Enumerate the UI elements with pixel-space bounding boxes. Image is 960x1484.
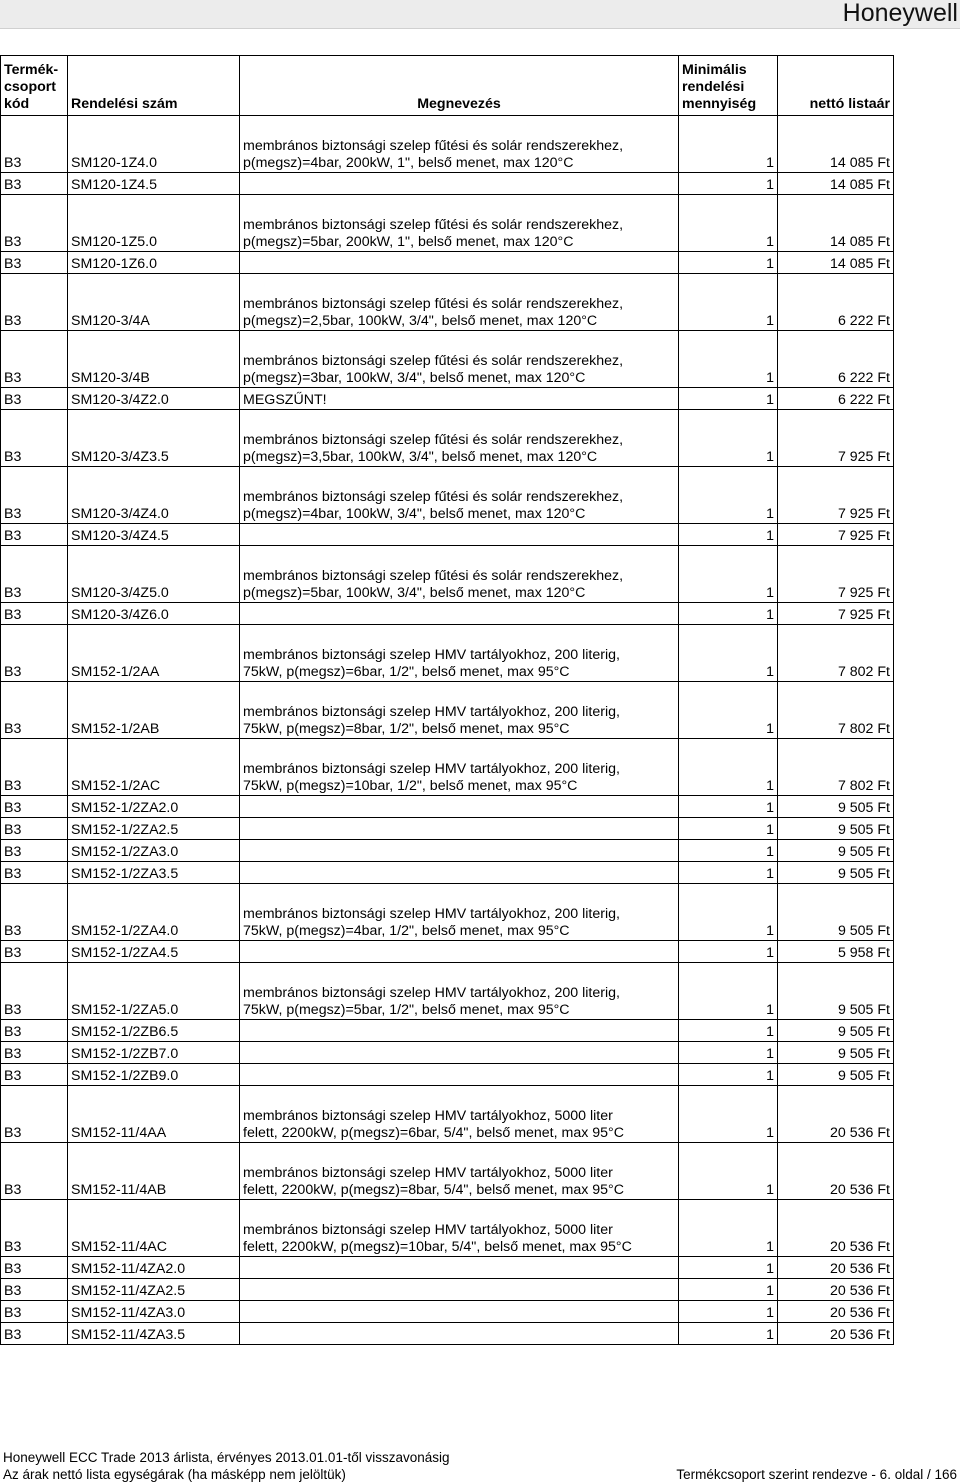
cell-description [240,840,679,862]
cell-order-number: SM120-3/4Z6.0 [68,603,240,625]
table-header-row [1,56,894,116]
cell-order-number: SM120-3/4Z5.0 [68,546,240,603]
cell-min-quantity: 1 [679,467,778,524]
footer-page-info: Termékcsoport szerint rendezve - 6. oldal / 166 [676,1467,957,1482]
cell-product-group: B3 [1,274,68,331]
cell-description [240,1143,679,1200]
cell-description [240,388,679,410]
cell-order-number: SM152-1/2AB [68,682,240,739]
cell-order-number: SM120-1Z4.0 [68,116,240,173]
description-line-1: membrános biztonsági szelep fűtési és solár rendszerekhez, [243,568,624,584]
table-row [1,467,894,524]
cell-product-group: B3 [1,682,68,739]
description-line-1: membrános biztonsági szelep fűtési és solár rendszerekhez, [243,432,624,448]
table-row [1,1086,894,1143]
cell-description [240,1279,679,1301]
table-row [1,941,894,963]
cell-product-group: B3 [1,862,68,884]
cell-product-group: B3 [1,796,68,818]
cell-order-number: SM152-1/2ZA4.0 [68,884,240,941]
description-line-1: membrános biztonsági szelep fűtési és solár rendszerekhez, [243,489,624,505]
cell-description [240,1086,679,1143]
description-line-1: membrános biztonsági szelep HMV tartályokhoz, 5000 liter [243,1222,613,1238]
description-line-2: 75kW, p(megsz)=5bar, 1/2", belső menet, max 95°C [243,1002,570,1018]
cell-description [240,252,679,274]
cell-product-group: B3 [1,546,68,603]
cell-description [240,195,679,252]
cell-product-group: B3 [1,1064,68,1086]
cell-product-group: B3 [1,1301,68,1323]
cell-min-quantity: 1 [679,116,778,173]
description-line-2: 75kW, p(megsz)=6bar, 1/2", belső menet, max 95°C [243,664,570,680]
cell-order-number: SM152-1/2ZA3.0 [68,840,240,862]
table-row [1,1020,894,1042]
cell-order-number: SM120-3/4A [68,274,240,331]
cell-order-number: SM120-3/4Z3.5 [68,410,240,467]
table-row [1,818,894,840]
description-line-1: membrános biztonsági szelep HMV tartályokhoz, 200 literig, [243,985,620,1001]
header-description: Megnevezés [240,56,679,116]
description-line-1: membrános biztonsági szelep fűtési és solár rendszerekhez, [243,296,624,312]
footer-price-note: Az árak nettó lista egységárak (ha másképp nem jelöltük) [3,1467,346,1482]
cell-product-group: B3 [1,1257,68,1279]
description-line-2: felett, 2200kW, p(megsz)=6bar, 5/4", belső menet, max 95°C [243,1125,624,1141]
cell-min-quantity: 1 [679,1143,778,1200]
table-row [1,116,894,173]
cell-product-group: B3 [1,195,68,252]
header-min-quantity [679,56,778,116]
cell-product-group: B3 [1,963,68,1020]
cell-description [240,1064,679,1086]
description-line-1: membrános biztonsági szelep HMV tartályokhoz, 200 literig, [243,647,620,663]
cell-net-price: 9 505 Ft [778,818,894,840]
cell-order-number: SM152-11/4ZA2.5 [68,1279,240,1301]
cell-product-group: B3 [1,116,68,173]
table-row [1,963,894,1020]
cell-order-number: SM152-1/2ZA2.0 [68,796,240,818]
cell-description [240,603,679,625]
cell-min-quantity: 1 [679,1279,778,1301]
cell-order-number: SM152-1/2ZB9.0 [68,1064,240,1086]
cell-min-quantity: 1 [679,625,778,682]
description-line-2: p(megsz)=3,5bar, 100kW, 3/4", belső menet, max 120°C [243,449,598,465]
cell-min-quantity: 1 [679,1020,778,1042]
header-net-price: nettó listaár [778,56,894,116]
cell-description [240,682,679,739]
description-line-2: MEGSZŰNT! [243,392,327,408]
cell-min-quantity: 1 [679,173,778,195]
cell-product-group: B3 [1,410,68,467]
cell-product-group: B3 [1,884,68,941]
cell-product-group: B3 [1,1042,68,1064]
cell-description [240,1042,679,1064]
cell-description [240,1323,679,1345]
cell-min-quantity: 1 [679,884,778,941]
cell-description [240,410,679,467]
cell-net-price: 9 505 Ft [778,862,894,884]
cell-order-number: SM152-11/4ZA3.5 [68,1323,240,1345]
description-line-1: membrános biztonsági szelep HMV tartályokhoz, 5000 liter [243,1108,613,1124]
brand-name: Honeywell [842,0,958,27]
cell-net-price: 7 925 Ft [778,603,894,625]
description-line-2: 75kW, p(megsz)=8bar, 1/2", belső menet, max 95°C [243,721,570,737]
cell-min-quantity: 1 [679,195,778,252]
table-row [1,840,894,862]
cell-net-price: 20 536 Ft [778,1143,894,1200]
cell-order-number: SM120-1Z6.0 [68,252,240,274]
cell-min-quantity: 1 [679,331,778,388]
cell-product-group: B3 [1,941,68,963]
cell-min-quantity: 1 [679,524,778,546]
cell-net-price: 6 222 Ft [778,274,894,331]
table-row [1,862,894,884]
cell-order-number: SM152-1/2ZB6.5 [68,1020,240,1042]
table-row [1,252,894,274]
cell-net-price: 7 925 Ft [778,410,894,467]
cell-description [240,524,679,546]
description-line-2: felett, 2200kW, p(megsz)=8bar, 5/4", belső menet, max 95°C [243,1182,624,1198]
cell-product-group: B3 [1,840,68,862]
header-min-quantity-line2: rendelési [682,79,745,95]
cell-min-quantity: 1 [679,546,778,603]
cell-net-price: 14 085 Ft [778,252,894,274]
table-row [1,682,894,739]
cell-order-number: SM120-3/4Z4.0 [68,467,240,524]
cell-product-group: B3 [1,331,68,388]
cell-product-group: B3 [1,1086,68,1143]
cell-net-price: 7 925 Ft [778,524,894,546]
cell-net-price: 7 925 Ft [778,467,894,524]
cell-order-number: SM152-11/4ZA3.0 [68,1301,240,1323]
cell-description [240,1257,679,1279]
cell-min-quantity: 1 [679,603,778,625]
description-line-2: p(megsz)=5bar, 100kW, 3/4", belső menet, max 120°C [243,585,586,601]
table-row [1,884,894,941]
cell-net-price: 9 505 Ft [778,1020,894,1042]
table-row [1,173,894,195]
header-product-group-line1: Termék- [4,62,59,78]
cell-net-price: 6 222 Ft [778,331,894,388]
cell-description [240,818,679,840]
cell-min-quantity: 1 [679,941,778,963]
cell-order-number: SM152-1/2ZA5.0 [68,963,240,1020]
description-line-1: membrános biztonsági szelep fűtési és solár rendszerekhez, [243,353,624,369]
cell-product-group: B3 [1,625,68,682]
cell-net-price: 7 925 Ft [778,546,894,603]
cell-net-price: 9 505 Ft [778,963,894,1020]
cell-order-number: SM152-1/2ZA4.5 [68,941,240,963]
cell-min-quantity: 1 [679,862,778,884]
cell-min-quantity: 1 [679,1323,778,1345]
cell-net-price: 20 536 Ft [778,1200,894,1257]
table-row [1,603,894,625]
table-row [1,1279,894,1301]
cell-order-number: SM152-1/2AA [68,625,240,682]
header-product-group-line2: csoport [4,79,57,95]
cell-min-quantity: 1 [679,1086,778,1143]
description-line-2: p(megsz)=4bar, 200kW, 1", belső menet, max 120°C [243,155,574,171]
cell-description [240,173,679,195]
cell-net-price: 7 802 Ft [778,682,894,739]
table-row [1,410,894,467]
description-line-1: membrános biztonsági szelep HMV tartályokhoz, 200 literig, [243,761,620,777]
cell-product-group: B3 [1,1020,68,1042]
cell-description [240,625,679,682]
cell-product-group: B3 [1,1143,68,1200]
cell-product-group: B3 [1,818,68,840]
cell-min-quantity: 1 [679,963,778,1020]
cell-order-number: SM120-3/4Z4.5 [68,524,240,546]
cell-description [240,862,679,884]
description-line-1: membrános biztonsági szelep fűtési és solár rendszerekhez, [243,138,624,154]
cell-min-quantity: 1 [679,818,778,840]
cell-net-price: 9 505 Ft [778,1042,894,1064]
cell-net-price: 9 505 Ft [778,884,894,941]
cell-min-quantity: 1 [679,1042,778,1064]
cell-description [240,1200,679,1257]
table-row [1,524,894,546]
description-line-2: p(megsz)=3bar, 100kW, 3/4", belső menet, max 120°C [243,370,586,386]
price-list-body [1,116,894,1345]
header-min-quantity-line3: mennyiség [682,96,757,112]
cell-net-price: 7 802 Ft [778,739,894,796]
description-line-1: membrános biztonsági szelep HMV tartályokhoz, 5000 liter [243,1165,613,1181]
header-product-group-line3: kód [4,96,30,112]
table-row [1,274,894,331]
description-line-2: 75kW, p(megsz)=10bar, 1/2", belső menet, max 95°C [243,778,578,794]
description-line-2: p(megsz)=2,5bar, 100kW, 3/4", belső menet, max 120°C [243,313,598,329]
cell-net-price: 20 536 Ft [778,1257,894,1279]
cell-min-quantity: 1 [679,274,778,331]
cell-order-number: SM152-1/2ZA3.5 [68,862,240,884]
cell-product-group: B3 [1,388,68,410]
cell-net-price: 20 536 Ft [778,1301,894,1323]
price-list-table [0,55,894,1345]
cell-description [240,1301,679,1323]
table-row [1,1257,894,1279]
table-row [1,195,894,252]
cell-description [240,546,679,603]
cell-min-quantity: 1 [679,1064,778,1086]
cell-order-number: SM120-3/4B [68,331,240,388]
header-product-group [1,56,68,116]
cell-net-price: 6 222 Ft [778,388,894,410]
cell-min-quantity: 1 [679,840,778,862]
table-row [1,625,894,682]
cell-min-quantity: 1 [679,252,778,274]
cell-net-price: 7 802 Ft [778,625,894,682]
cell-order-number: SM120-1Z5.0 [68,195,240,252]
table-row [1,1301,894,1323]
header-min-quantity-line1: Minimális [682,62,747,78]
description-line-1: membrános biztonsági szelep fűtési és solár rendszerekhez, [243,217,624,233]
table-row [1,1143,894,1200]
table-row [1,546,894,603]
cell-net-price: 5 958 Ft [778,941,894,963]
cell-order-number: SM152-1/2ZB7.0 [68,1042,240,1064]
cell-net-price: 9 505 Ft [778,796,894,818]
table-row [1,796,894,818]
cell-min-quantity: 1 [679,388,778,410]
description-line-1: membrános biztonsági szelep HMV tartályokhoz, 200 literig, [243,906,620,922]
footer-validity-note: Honeywell ECC Trade 2013 árlista, érvényes 2013.01.01-től visszavonásig [3,1450,450,1465]
cell-description [240,884,679,941]
cell-min-quantity: 1 [679,410,778,467]
cell-product-group: B3 [1,739,68,796]
cell-description [240,274,679,331]
cell-product-group: B3 [1,524,68,546]
cell-order-number: SM152-11/4AB [68,1143,240,1200]
top-header-bar [0,0,960,29]
cell-product-group: B3 [1,252,68,274]
cell-product-group: B3 [1,1279,68,1301]
cell-description [240,796,679,818]
cell-order-number: SM120-1Z4.5 [68,173,240,195]
description-line-2: p(megsz)=4bar, 100kW, 3/4", belső menet, max 120°C [243,506,586,522]
cell-product-group: B3 [1,603,68,625]
cell-description [240,941,679,963]
cell-description [240,331,679,388]
cell-min-quantity: 1 [679,796,778,818]
description-line-2: p(megsz)=5bar, 200kW, 1", belső menet, max 120°C [243,234,574,250]
cell-net-price: 14 085 Ft [778,116,894,173]
table-row [1,739,894,796]
cell-description [240,116,679,173]
table-row [1,1200,894,1257]
cell-order-number: SM152-11/4AC [68,1200,240,1257]
cell-order-number: SM152-11/4AA [68,1086,240,1143]
table-row [1,1064,894,1086]
table-row [1,1323,894,1345]
description-line-1: membrános biztonsági szelep HMV tartályokhoz, 200 literig, [243,704,620,720]
cell-order-number: SM120-3/4Z2.0 [68,388,240,410]
cell-product-group: B3 [1,1323,68,1345]
cell-product-group: B3 [1,1200,68,1257]
cell-description [240,467,679,524]
cell-description [240,963,679,1020]
cell-product-group: B3 [1,467,68,524]
header-order-number: Rendelési szám [68,56,240,116]
table-row [1,331,894,388]
cell-net-price: 14 085 Ft [778,195,894,252]
cell-min-quantity: 1 [679,1200,778,1257]
cell-description [240,1020,679,1042]
cell-min-quantity: 1 [679,1301,778,1323]
cell-net-price: 20 536 Ft [778,1086,894,1143]
cell-net-price: 9 505 Ft [778,840,894,862]
table-row [1,388,894,410]
cell-net-price: 20 536 Ft [778,1279,894,1301]
table-row [1,1042,894,1064]
cell-product-group: B3 [1,173,68,195]
description-line-2: felett, 2200kW, p(megsz)=10bar, 5/4", belső menet, max 95°C [243,1239,632,1255]
cell-order-number: SM152-11/4ZA2.0 [68,1257,240,1279]
cell-min-quantity: 1 [679,1257,778,1279]
cell-net-price: 14 085 Ft [778,173,894,195]
cell-net-price: 9 505 Ft [778,1064,894,1086]
cell-min-quantity: 1 [679,682,778,739]
cell-order-number: SM152-1/2ZA2.5 [68,818,240,840]
cell-min-quantity: 1 [679,739,778,796]
cell-description [240,739,679,796]
description-line-2: 75kW, p(megsz)=4bar, 1/2", belső menet, max 95°C [243,923,570,939]
cell-order-number: SM152-1/2AC [68,739,240,796]
cell-net-price: 20 536 Ft [778,1323,894,1345]
